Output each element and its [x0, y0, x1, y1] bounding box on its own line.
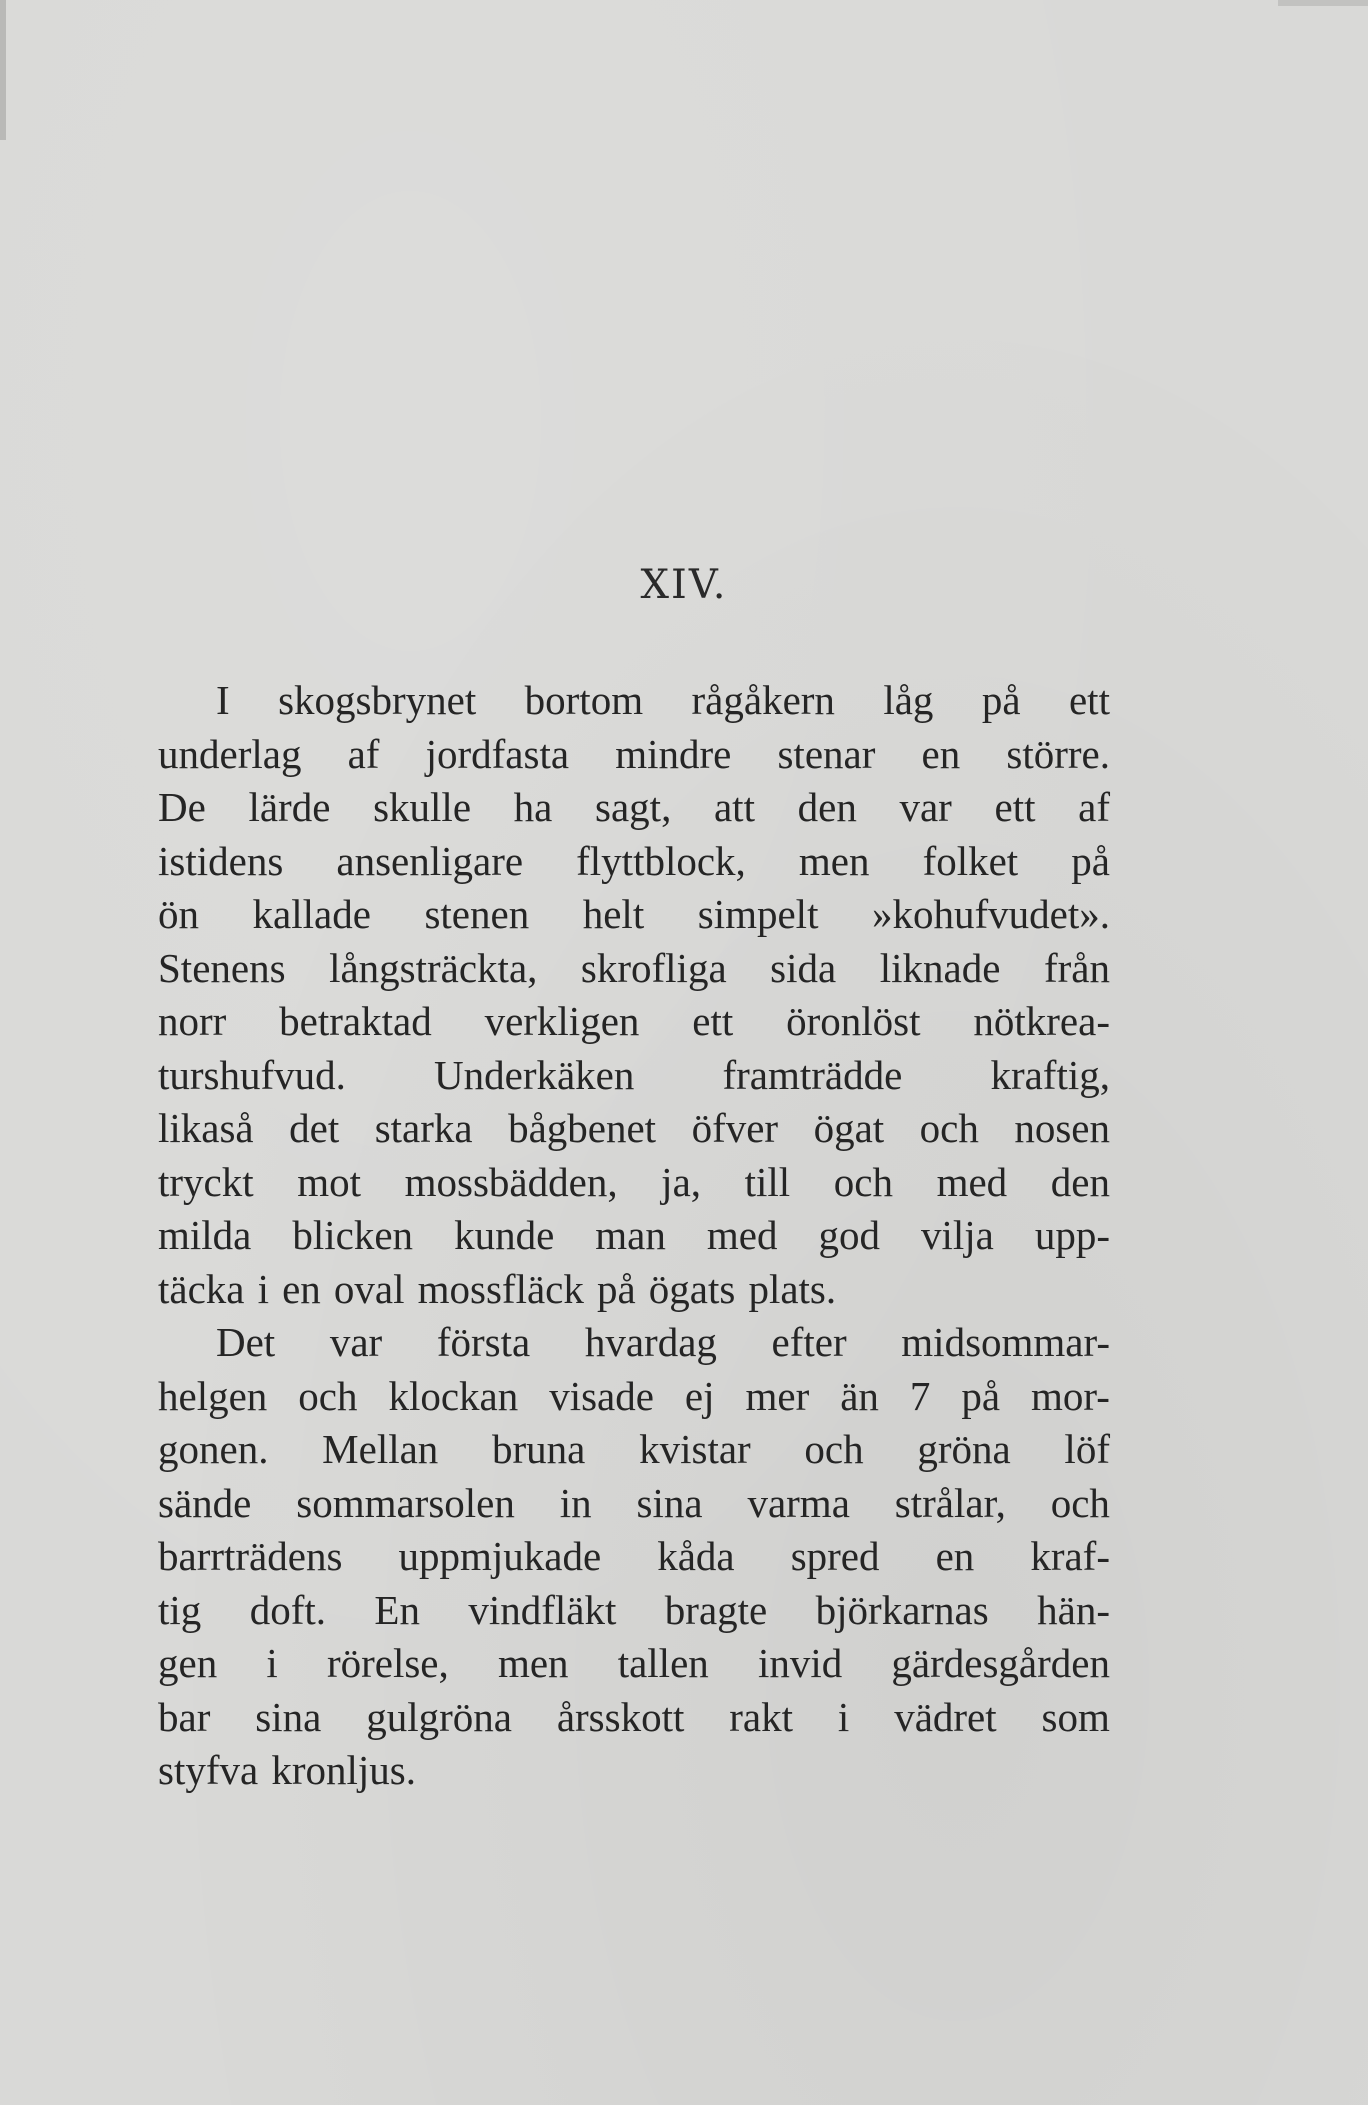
text-line: helgen och klockan visade ej mer än 7 på mor-	[158, 1372, 1110, 1419]
chapter-heading: XIV.	[640, 562, 728, 608]
text-line: norr betraktad verkligen ett öronlöst nötkrea-	[158, 998, 1110, 1044]
text-line: Det var första hvardag efter midsommar-	[216, 1319, 1110, 1365]
scan-edge-right	[1278, 0, 1368, 6]
paragraph	[158, 674, 1110, 1316]
text-line: tig doft. En vindfläkt bragte björkarnas hän-	[158, 1586, 1110, 1633]
text-line: likaså det starka bågbenet öfver ögat och nosen	[158, 1105, 1110, 1151]
paragraphs	[158, 674, 1110, 1798]
text-line: turshufvud. Underkäken framträdde kraftig,	[158, 1051, 1110, 1098]
text-line: styfva kronljus.	[158, 1747, 416, 1793]
text-line: sände sommarsolen in sina varma strålar, och	[158, 1479, 1110, 1526]
text-line: gonen. Mellan bruna kvistar och gröna löf	[158, 1426, 1110, 1472]
text-line: milda blicken kunde man med god vilja upp-	[158, 1212, 1110, 1258]
text-line: underlag af jordfasta mindre stenar en större.	[158, 730, 1110, 777]
body-text	[158, 674, 1110, 1798]
text-line: bar sina gulgröna årsskott rakt i vädret som	[158, 1693, 1110, 1740]
text-line: I skogsbrynet bortom rågåkern låg på ett	[216, 677, 1110, 723]
paragraph	[158, 1316, 1110, 1798]
text-line: ön kallade stenen helt simpelt »kohufvudet».	[158, 891, 1110, 937]
text-line: barrträdens uppmjukade kåda spred en kraf-	[158, 1533, 1110, 1579]
text-line: gen i rörelse, men tallen invid gärdesgården	[158, 1640, 1110, 1686]
text-line: De lärde skulle ha sagt, att den var ett af	[158, 784, 1110, 830]
text-line: täcka i en oval mossfläck på ögats plats.	[158, 1265, 837, 1312]
scan-edge-left	[0, 0, 6, 140]
text-line: istidens ansenligare flyttblock, men folket på	[158, 837, 1110, 884]
text-line: Stenens långsträckta, skrofliga sida liknade från	[158, 944, 1110, 991]
text-line: tryckt mot mossbädden, ja, till och med den	[158, 1158, 1110, 1205]
